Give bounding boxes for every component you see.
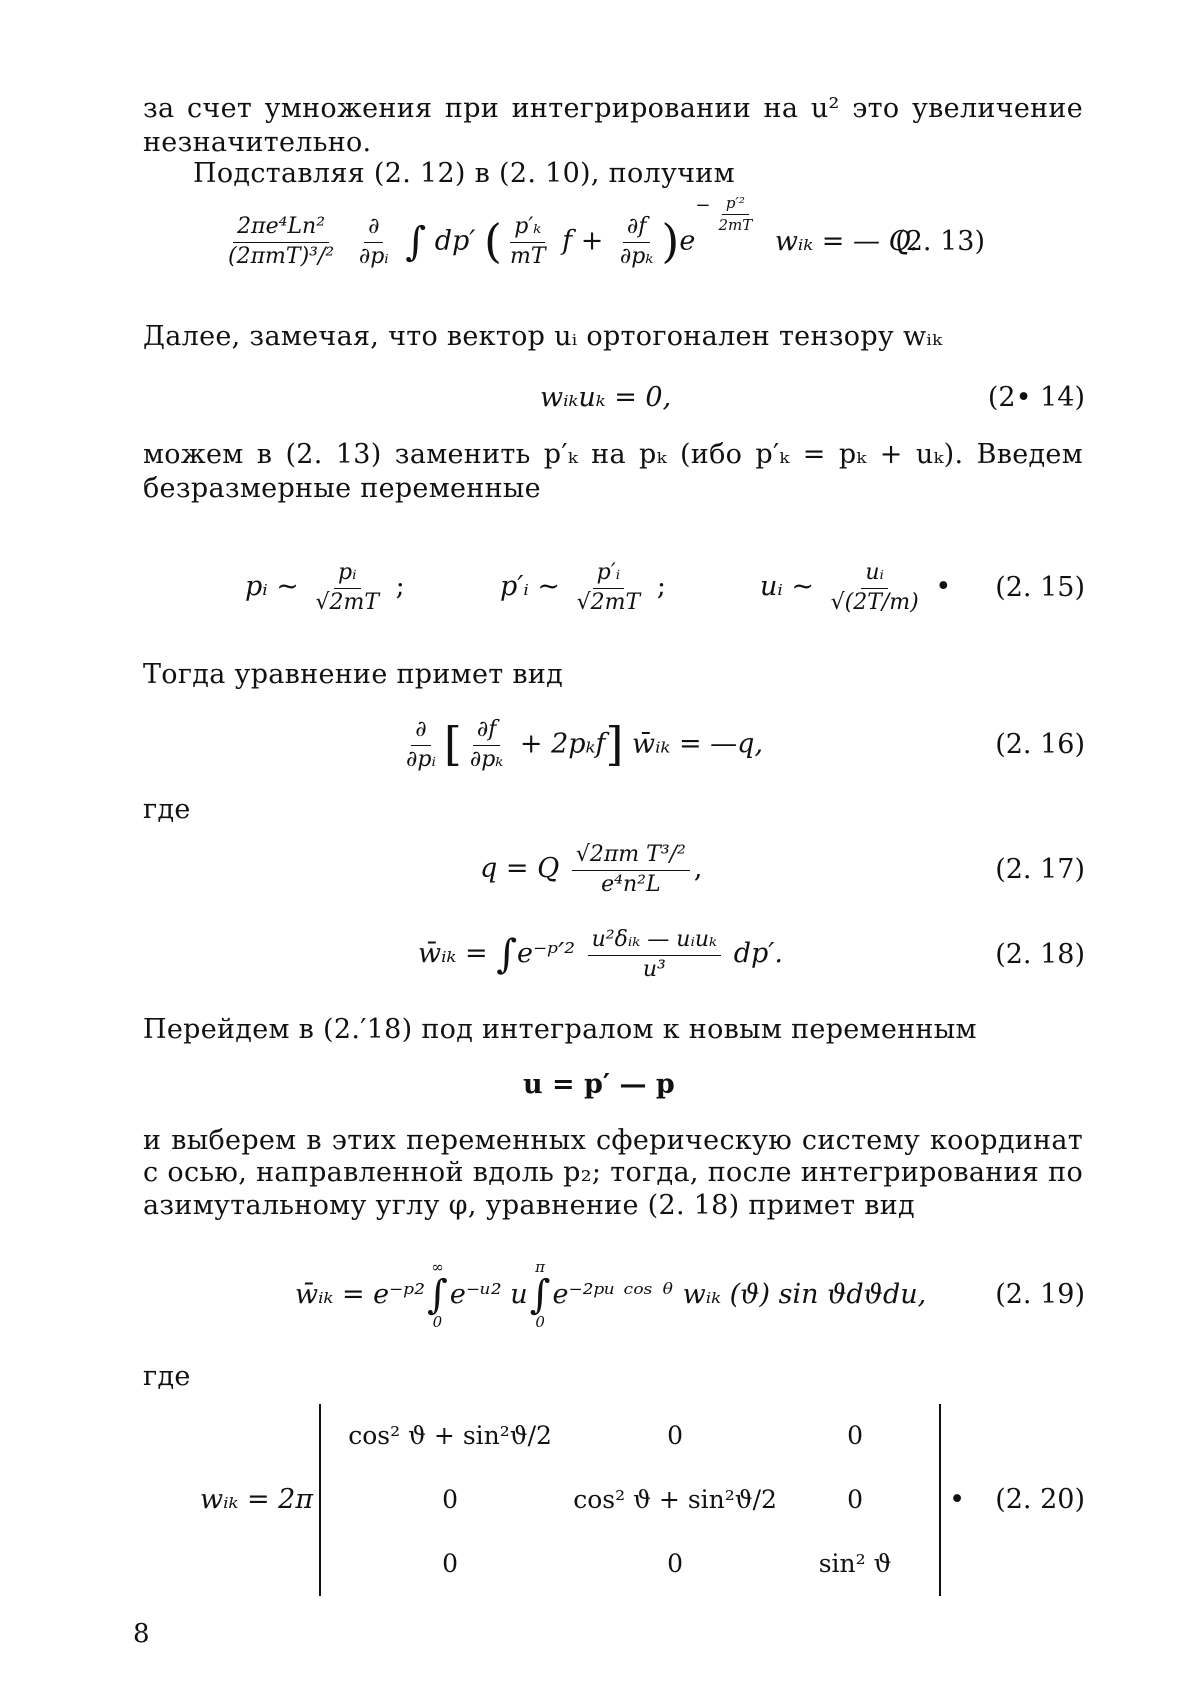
paragraph-spherical: и выберем в этих переменных сферическую систему координат с осью, направленной вдоль p₂; тогда, после интегрирования по азимутальному углу φ, уравнение (2. 18) примет вид (143, 1125, 1083, 1221)
matrix-cell: 0 (847, 1485, 864, 1515)
left-paren: ( (484, 214, 502, 269)
equation-number: (2. 18) (995, 939, 1085, 971)
equation-2-15: pᵢ ~ $\frac{\text{pᵢ}}{√2mT}$ ; p′ᵢ ~ $\frac{\text{p′ᵢ}}{√2mT}$ ; uᵢ ~ $\frac{\text{uᵢ}}{√(2T/m)}$ • (2. 15) (245, 560, 1085, 615)
equation-number: (2. 16) (995, 729, 1085, 761)
paragraph-then: Тогда уравнение примет вид (143, 659, 564, 690)
coef-fraction: $\frac{\text{2πe⁴Ln²}}{\text{(2πmT)³/²}}$ (228, 214, 335, 269)
matrix-cell: 0 (667, 1421, 684, 1451)
equation-u-definition: u = p′ — p (523, 1069, 675, 1101)
equation-number-2-20: (2. 20) (995, 1484, 1085, 1515)
right-paren: ) (661, 214, 680, 269)
integral-with-limits: ∞ ∫ 0 (427, 1258, 448, 1331)
equation-number: (2. 15) (995, 572, 1085, 604)
paragraph-continuation: за счет умножения при интегрировании на u² это увеличение незначительно. (143, 93, 1083, 158)
equation-2-17: q = Q $\frac{\text{√2πm T³/²}}{\text{e⁴n²L}}$ , (2. 17) (480, 842, 1085, 897)
paragraph-replace: можем в (2. 13) заменить p′ₖ на pₖ (ибо p′ₖ = pₖ + uₖ). Введем безразмерные переменные (143, 439, 1083, 504)
integral-sign: ∫ (405, 219, 427, 265)
equation-2-20: wᵢₖ = 2π cos² ϑ + sin²ϑ/2 0 0 0 cos² ϑ + sin²ϑ/2 0 0 0 sin² ϑ • (200, 1400, 965, 1600)
paragraph-where-1: где (143, 794, 191, 825)
paragraph-orthogonal: Далее, замечая, что вектор uᵢ ортогонален тензору wᵢₖ (143, 321, 943, 352)
equation-number: (2. 19) (995, 1279, 1085, 1311)
matrix-cell: cos² ϑ + sin²ϑ/2 (348, 1421, 552, 1451)
equation-2-19: w̄ᵢₖ = e⁻ᵖ² ∞ ∫ 0 e⁻ᵘ² u π ∫ 0 e⁻²ᵖᵘ ᶜᵒˢ ᶿ wᵢₖ (ϑ) sin ϑdϑdu, (2. 19) (295, 1258, 1085, 1331)
equation-2-14: wᵢₖuₖ = 0, (2• 14) (540, 382, 1085, 414)
matrix (319, 1404, 941, 1596)
partial-fraction: $\frac{\partial}{\text{∂pᵢ}}$ (358, 214, 389, 269)
integral-with-limits: π ∫ 0 (529, 1258, 551, 1331)
matrix-cell: sin² ϑ (818, 1549, 892, 1579)
paragraph-where-2: где (143, 1361, 191, 1392)
paragraph-substituting: Подставляя (2. 12) в (2. 10), получим (193, 158, 735, 189)
equation-number: (2. 17) (995, 854, 1085, 886)
matrix-cell: cos² ϑ + sin²ϑ/2 (573, 1485, 777, 1515)
matrix-cell: 0 (442, 1485, 459, 1515)
matrix-cell: 0 (442, 1549, 459, 1579)
equation-number: (2. 13) (895, 226, 985, 258)
equation-2-18: w̄ᵢₖ = ∫e⁻ᵖ′² $\frac{\text{u²δᵢₖ — uᵢuₖ}}{\text{u³}}$ dp′. (2. 18) (418, 927, 1085, 982)
equation-2-13: $\frac{\text{2πe⁴Ln²}}{\text{(2πmT)³/²}}$ $\frac{\partial}{\text{∂pᵢ}}$ ∫ dp′ ( $\frac{\text{p′ₖ}}{mT}$ f + $\frac{\partial f}{\text{∂pₖ}}$ )e − $\frac{\text{p′²}}{2mT}$ wᵢₖ = — Q. (2. 13) (220, 212, 1100, 272)
equation-number: (2• 14) (987, 382, 1085, 414)
matrix-cell: 0 (847, 1421, 864, 1451)
page-number: 8 (133, 1619, 150, 1649)
exponent: − $\frac{\text{p′²}}{2mT}$ (695, 194, 753, 234)
equation-2-16: $\frac{\partial}{\text{∂pᵢ}}$ [ $\frac{\partial f}{\text{∂pₖ}}$ + 2pₖf] w̄ᵢₖ = —q, (2. 16) (406, 717, 1085, 772)
paragraph-change-variables: Перейдем в (2.′18) под интегралом к новым переменным (143, 1014, 977, 1045)
matrix-cell: 0 (667, 1549, 684, 1579)
